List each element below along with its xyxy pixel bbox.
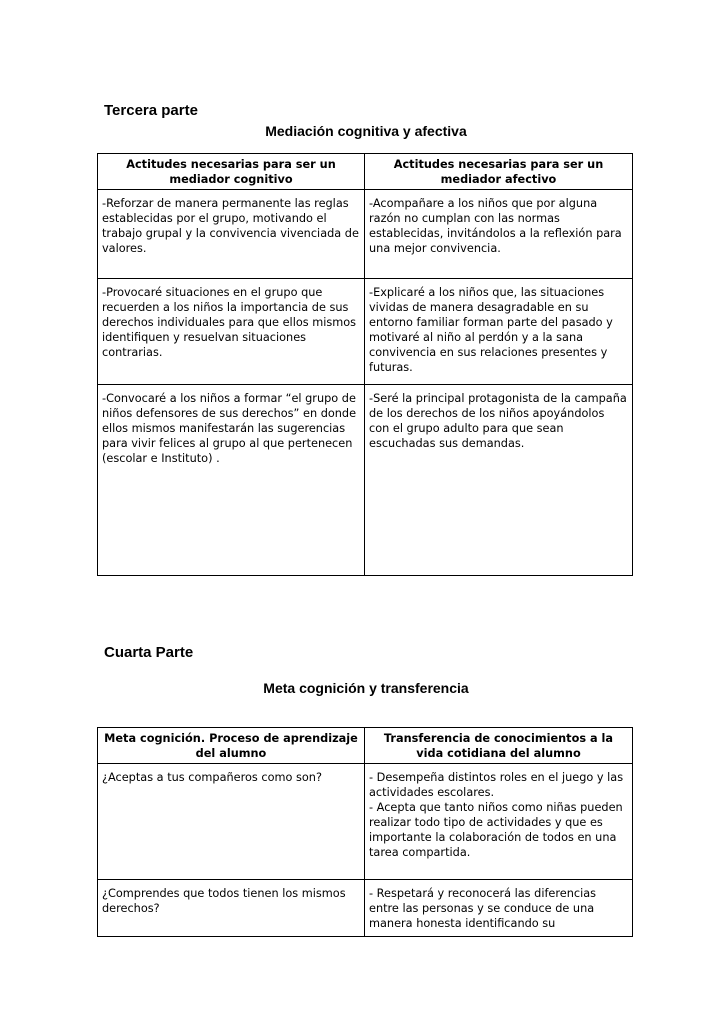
cell-transfer (365, 764, 633, 880)
mediation-table (97, 153, 633, 576)
cell-text: -Reforzar de manera permanente las reglas establecidas por el grupo, motivando el trabajo grupal y la convivencia vivenciada de valores. (102, 197, 359, 255)
cell-affective (365, 190, 633, 279)
header-metacognition: Meta cognición. Proceso de aprendizaje del alumno (98, 728, 365, 764)
table-row (98, 764, 633, 880)
part3-title: Tercera parte (104, 102, 198, 119)
cell-text: ¿Aceptas a tus compañeros como son? (102, 771, 322, 784)
header-transfer: Transferencia de conocimientos a la vida cotidiana del alumno (365, 728, 633, 764)
cell-text: -Seré la principal protagonista de la campaña de los derechos de los niños apoyándolos con el grupo adulto para que sean escuchadas sus demandas. (369, 392, 627, 450)
cell-text: - Respetará y reconocerá las diferencias entre las personas y se conduce de una manera honesta identificando su (369, 887, 597, 930)
cell-text: ¿Comprendes que todos tienen los mismos derechos? (102, 887, 346, 915)
cell-affective (365, 279, 633, 385)
part4-subtitle: Meta cognición y transferencia (263, 680, 469, 696)
cell-cognitive (98, 279, 365, 385)
cell-text: -Acompañare a los niños que por alguna razón no cumplan con las normas establecidas, invitándolos a la reflexión para una mejor convivencia. (369, 197, 622, 255)
cell-cognitive (98, 190, 365, 279)
cell-transfer (365, 880, 633, 937)
header-cognitive-mediator: Actitudes necesarias para ser un mediador cognitivo (98, 154, 365, 190)
metacognition-table (97, 727, 633, 937)
cell-text: - Desempeña distintos roles en el juego y las actividades escolares. - Acepta que tanto niños como niñas pueden realizar todo tipo de actividades y que es importante la colaboración de todos en una tarea compartida. (369, 771, 624, 859)
header-affective-mediator: Actitudes necesarias para ser un mediador afectivo (365, 154, 633, 190)
cell-text: -Explicaré a los niños que, las situaciones vividas de manera desagradable en su entorno familiar forman parte del pasado y motivaré al niño al perdón y a la sana convivencia en sus relaciones presentes y futuras. (369, 286, 613, 374)
cell-question (98, 880, 365, 937)
cell-question (98, 764, 365, 880)
table-header-row (98, 728, 633, 764)
part4-title: Cuarta Parte (104, 644, 194, 661)
table-row (98, 279, 633, 385)
table-header-row (98, 154, 633, 190)
table-row (98, 880, 633, 937)
part3-subtitle: Mediación cognitiva y afectiva (265, 123, 467, 139)
cell-text: -Provocaré situaciones en el grupo que recuerden a los niños la importancia de sus derechos individuales para que ellos mismos identifiquen y resuelvan situaciones contrarias. (102, 286, 357, 359)
table-row (98, 385, 633, 576)
cell-cognitive (98, 385, 365, 576)
table-row (98, 190, 633, 279)
cell-affective (365, 385, 633, 576)
cell-text: -Convocaré a los niños a formar “el grupo de niños defensores de sus derechos” en donde ellos mismos manifestarán las sugerencias para vivir felices al grupo al que pertenecen (escolar e Instituto) . (102, 392, 357, 465)
